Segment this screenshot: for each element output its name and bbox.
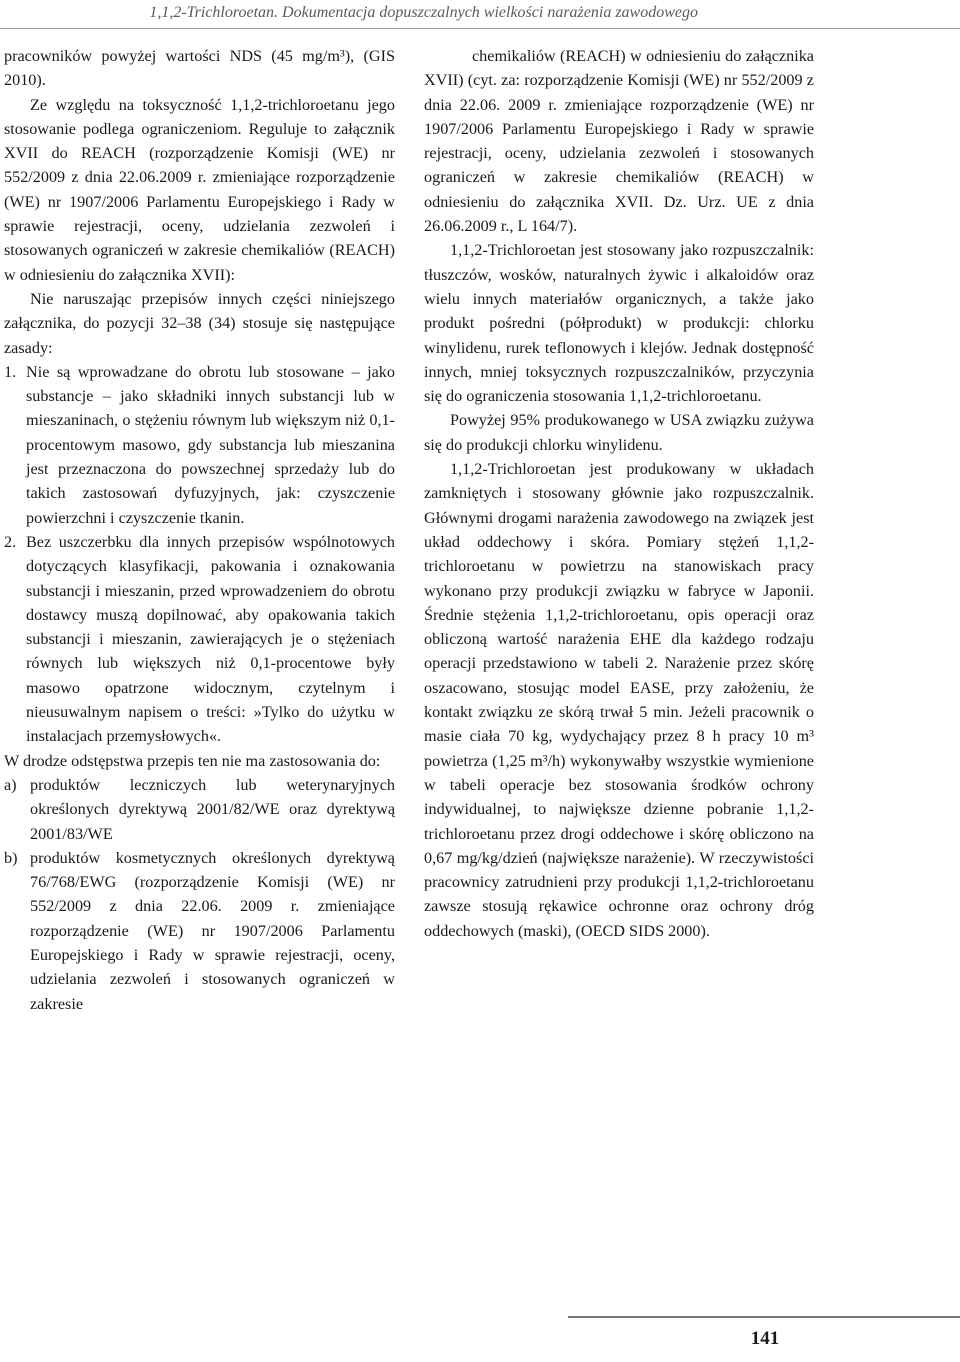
derogation-item-a (4, 773, 395, 846)
derogation-item-b (4, 846, 395, 1016)
left-column (4, 44, 395, 1016)
footer-divider (568, 1316, 960, 1318)
rule-item-2-text: Bez uszczerbku dla innych przepisów wspólnotowych dotyczących klasyfikacji, pakowania i oznakowania substancji i mieszanin, przed wprowadzeniem do obrotu dostawcy muszą dopilnować, aby opakowania takich substancji i mieszanin, zawierających je o stężeniach równych lub większych niż 0,1-procentowe były masowo opatrzone widocznym, czytelnym i nieusuwalnym napisem o treści: »Tylko do użytku w instalacjach przemysłowych«. (26, 532, 395, 746)
header-divider (0, 28, 960, 29)
derogation-item-a-text: produktów leczniczych lub weterynaryjnych określonych dyrektywą 2001/82/WE oraz dyrektywą 2001/83/WE (30, 775, 395, 843)
derogation-item-a-label: a) (4, 775, 17, 794)
paragraph-continuation: chemikaliów (REACH) w odniesieniu do załącznika XVII) (cyt. za: rozporządzenie Komisji (WE) nr 552/2009 z dnia 22.06. 2009 r. zmieniające rozporządzenie (WE) nr 1907/2006 Parlamentu Europejskiego i Rady w sprawie rejestracji, oceny, udzielania zezwoleń i stosowanych ograniczeń w zakresie chemikaliów (REACH) w odniesieniu do załącznika XVII. Dz. Urz. UE z dnia 26.06.2009 r., L 164/7). (424, 47, 814, 236)
derogation-item-b-text: produktów kosmetycznych określonych dyrektywą 76/768/EWG (rozporządzenie Komisji (WE) nr 552/2009 z dnia 22.06. 2009 r. zmieniające rozporządzenie (WE) nr 1907/2006 Parlamentu Europejskiego i Rady w sprawie rejestracji, oceny, udzielania zezwoleń i stosowanych ograniczeń w zakresie (30, 848, 395, 1013)
page-number: 141 (750, 1328, 780, 1349)
paragraph-rules-intro: Nie naruszając przepisów innych części niniejszego załącznika, do pozycji 32–38 (34) stosuje się następujące zasady: (4, 289, 395, 357)
derogation-item-b-label: b) (4, 848, 18, 867)
rule-item-2-number: 2. (4, 532, 17, 551)
right-column (424, 44, 814, 943)
paragraph-nds: pracowników powyżej wartości NDS (45 mg/m³), (GIS 2010). (4, 47, 395, 90)
paragraph-exposure: 1,1,2-Trichloroetan jest produkowany w układach zamkniętych i stosowany głównie jako rozpuszczalnik. Głównymi drogami narażenia zawodowego na związek jest układ oddechowy i skóra. Pomiary stężeń 1,1,2-trichloroetanu w powietrzu na stanowiskach pracy wykonano przy produkcji związku w fabryce w Japonii. Średnie stężenia 1,1,2-trichloroetanu, opis operacji oraz obliczoną wartość narażenia EHE dla każdego rodzaju operacji przedstawiono w tabeli 2. Narażenie przez skórę oszacowano, stosując model EASE, przy założeniu, że kontakt związku ze skórą trwał 5 min. Jeżeli pracownik o masie ciała 70 kg, wydychający przez 8 h pracy 10 m³ powietrza (1,25 m³/h) wykonywałby wszystkie wymienione w tabeli operacje bez stosowania środków ochrony indywidualnej, to największe dzienne pobranie 1,1,2-trichloroetanu przez drogi oddechowe i skórę obliczono na 0,67 mg/kg/dzień (największe narażenie). W rzeczywistości pracownicy zatrudnieni przy produkcji 1,1,2-trichloroetanu zawsze stosują rękawice ochronne oraz ochrony dróg oddechowych (maski), (OECD SIDS 2000). (424, 460, 814, 940)
paragraph-restriction: Ze względu na toksyczność 1,1,2-trichloroetanu jego stosowanie podlega ograniczeniom. Reguluje to załącznik XVII do REACH (rozporządzenie Komisji (WE) nr 552/2009 z dnia 22.06.2009 r. zmieniające rozporządzenie (WE) nr 1907/2006 Parlamentu Europejskiego i Rady w sprawie rejestracji, oceny, udzielania zezwoleń i stosowanych ograniczeń w zakresie chemikaliów (REACH) w odniesieniu do załącznika XVII): (4, 95, 395, 284)
paragraph-uses: 1,1,2-Trichloroetan jest stosowany jako rozpuszczalnik: tłuszczów, wosków, naturalnych żywic i alkaloidów oraz wielu innych materiałów organicznych, a także jako produkt pośredni (półprodukt) w produkcji: chlorku winylidenu, rurek teflonowych i klejów. Jednak dostępność innych, mniej toksycznych rozpuszczalników, przyczynia się do ograniczenia stosowania 1,1,2-trichloroetanu. (424, 241, 814, 406)
paragraph-derogation: W drodze odstępstwa przepis ten nie ma zastosowania do: (4, 751, 381, 770)
rule-item-2 (4, 530, 395, 749)
running-header: 1,1,2-Trichloroetan. Dokumentacja dopuszczalnych wielkości narażenia zawodowego (149, 4, 698, 21)
rule-item-1-number: 1. (4, 362, 17, 381)
rule-item-1 (4, 360, 395, 530)
paragraph-usa: Powyżej 95% produkowanego w USA związku zużywa się do produkcji chlorku winylidenu. (424, 411, 814, 454)
rule-item-1-text: Nie są wprowadzane do obrotu lub stosowane – jako substancje – jako składniki innych substancji lub w mieszaninach, o stężeniu równym lub większym niż 0,1-procentowym masowo, gdy substancja lub mieszanina jest przeznaczona do powszechnej sprzedaży lub do takich zastosowań dyfuzyjnych, jak: czyszczenie powierzchni i czyszczenie tkanin. (26, 362, 395, 527)
